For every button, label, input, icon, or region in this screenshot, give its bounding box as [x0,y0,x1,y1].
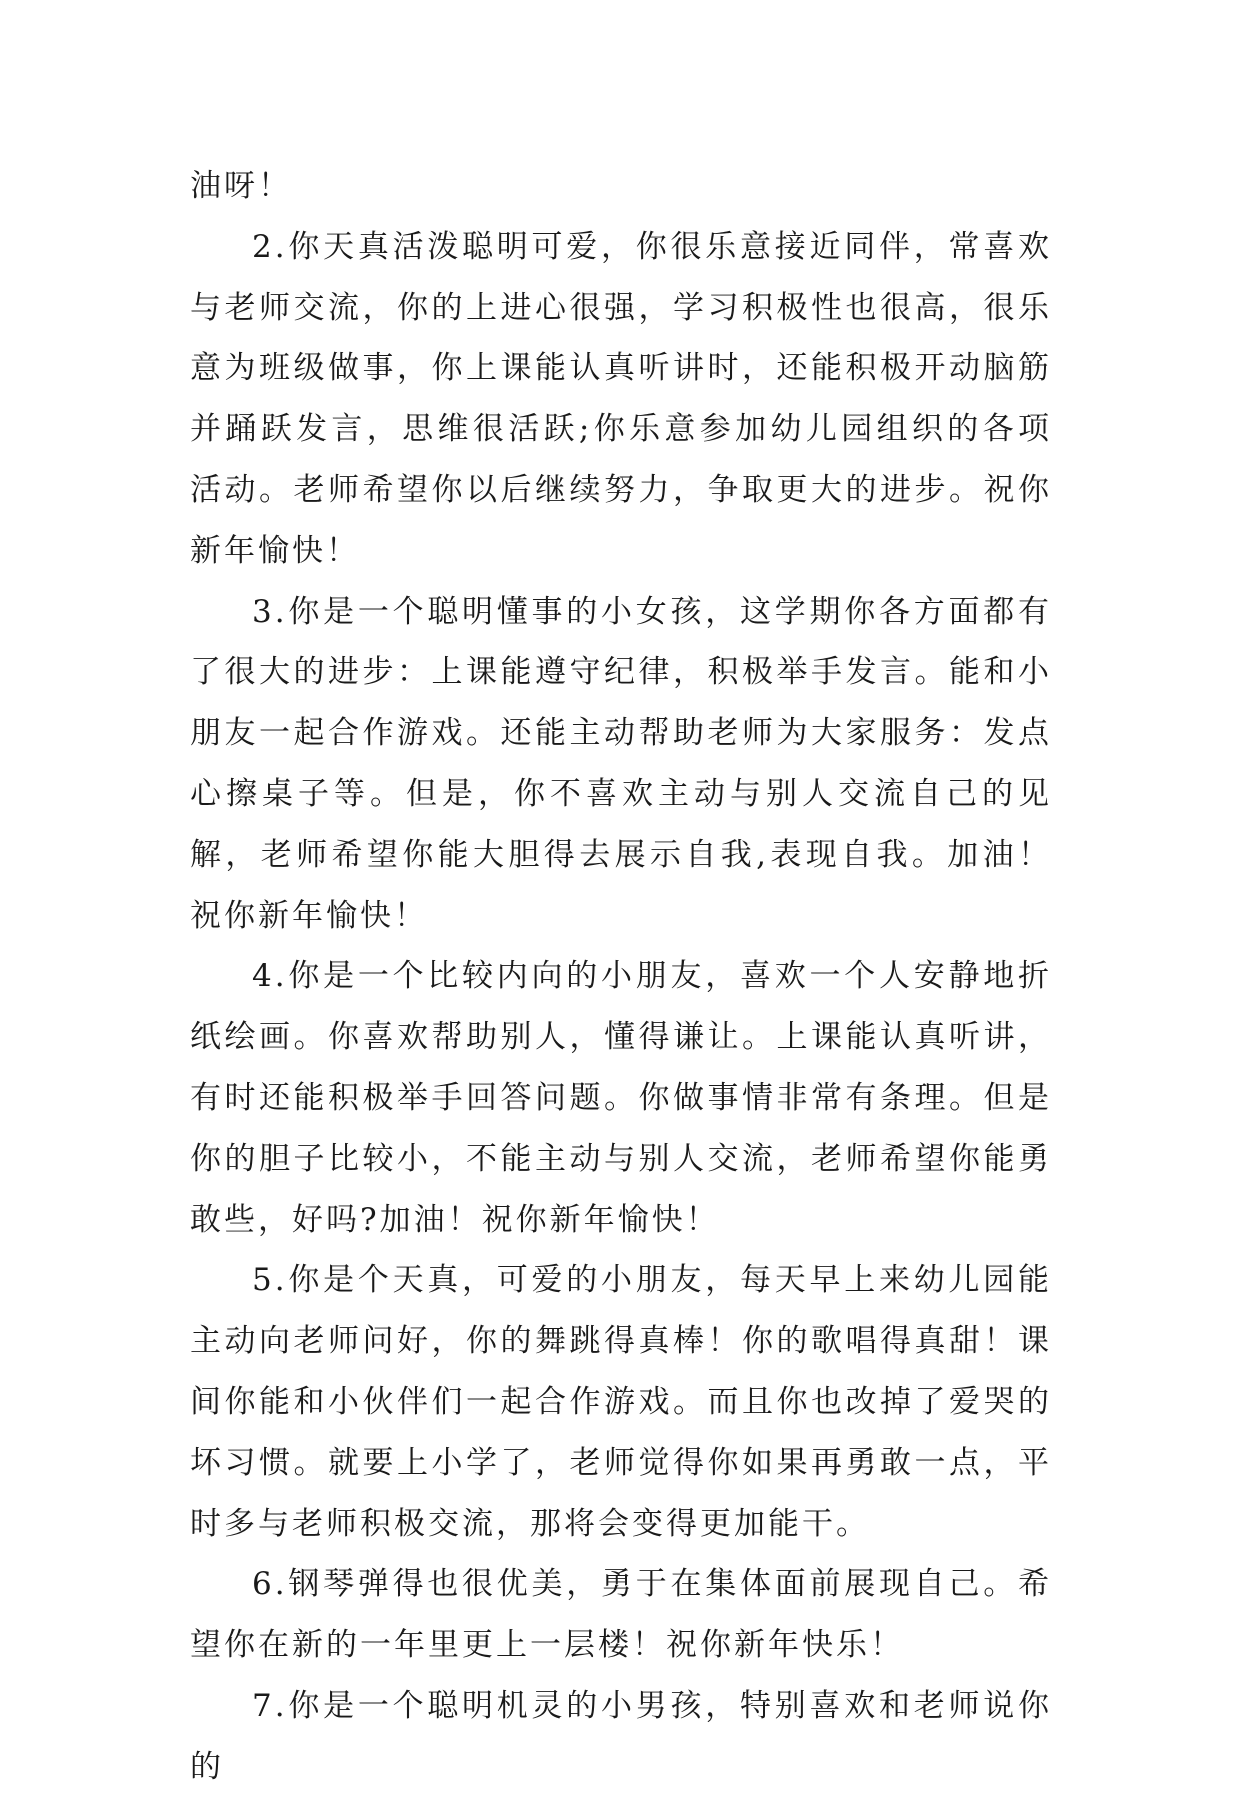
paragraph-comment-3: 3.你是一个聪明懂事的小女孩，这学期你各方面都有了很大的进步：上课能遵守纪律，积极举手发言。能和小朋友一起合作游戏。还能主动帮助老师为大家服务：发点心擦桌子等。但是，你不喜欢主动与别人交流自己的见解，老师希望你能大胆得去展示自我,表现自我。加油！祝你新年愉快！ [190,593,1052,934]
document-body [190,156,1052,1798]
paragraph-comment-7: 7.你是一个聪明机灵的小男孩，特别喜欢和老师说你的 [190,1687,1052,1785]
paragraph-comment-6: 6.钢琴弹得也很优美，勇于在集体面前展现自己。希望你在新的一年里更上一层楼！祝你新年快乐！ [190,1566,1052,1664]
paragraph-comment-4: 4.你是一个比较内向的小朋友，喜欢一个人安静地折纸绘画。你喜欢帮助别人，懂得谦让。上课能认真听讲，有时还能积极举手回答问题。你做事情非常有条理。但是你的胆子比较小，不能主动与别人交流，老师希望你能勇敢些，好吗?加油！祝你新年愉快！ [190,958,1052,1238]
paragraph-comment-2: 2.你天真活泼聪明可爱，你很乐意接近同伴，常喜欢与老师交流，你的上进心很强，学习积极性也很高，很乐意为班级做事，你上课能认真听讲时，还能积极开动脑筋并踊跃发言，思维很活跃;你乐意参加幼儿园组织的各项活动。老师希望你以后继续努力，争取更大的进步。祝你新年愉快！ [190,228,1052,569]
paragraph-continuation: 油呀！ [190,168,292,204]
paragraph-comment-5: 5.你是个天真，可爱的小朋友，每天早上来幼儿园能主动向老师问好，你的舞跳得真棒！你的歌唱得真甜！课间你能和小伙伴们一起合作游戏。而且你也改掉了爱哭的坏习惯。就要上小学了，老师觉得你如果再勇敢一点，平时多与老师积极交流，那将会变得更加能干。 [190,1262,1052,1542]
